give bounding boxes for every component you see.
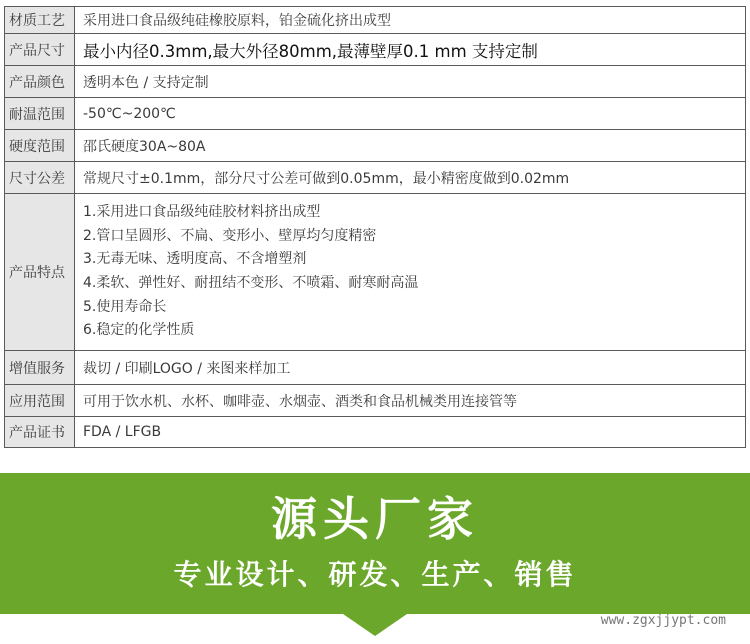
list-item: 5.使用寿命长 [83, 298, 167, 315]
feature-list [83, 197, 737, 347]
table-row [5, 66, 746, 98]
row-value: 裁切 / 印刷LOGO / 来图来样加工 [75, 351, 746, 385]
table-row [5, 7, 746, 34]
row-value: 透明本色 / 支持定制 [75, 66, 746, 98]
row-value: FDA / LFGB [75, 417, 746, 448]
row-label: 增值服务 [5, 351, 75, 385]
row-value: 可用于饮水机、水杯、咖啡壶、水烟壶、酒类和食品机械类用连接管等 [75, 385, 746, 417]
table-row [5, 130, 746, 162]
table-row [5, 34, 746, 66]
banner-arrow [343, 614, 407, 636]
table-row [5, 162, 746, 194]
row-value: 邵氏硬度30A~80A [75, 130, 746, 162]
row-label: 产品颜色 [5, 66, 75, 98]
table-row [5, 98, 746, 130]
spec-table [4, 6, 746, 448]
row-label: 产品证书 [5, 417, 75, 448]
table-row [5, 351, 746, 385]
row-label: 产品尺寸 [5, 34, 75, 66]
banner-title: 源头厂家 [271, 492, 479, 546]
row-value [75, 194, 746, 351]
table-row [5, 417, 746, 448]
row-value: 采用进口食品级纯硅橡胶原料，铂金硫化挤出成型 [75, 7, 746, 34]
watermark: www.zgxjjypt.com [600, 613, 726, 628]
list-item: 6.稳定的化学性质 [83, 322, 195, 339]
list-item: 2.管口呈圆形、不扁、变形小、壁厚均匀度精密 [83, 227, 377, 244]
row-label: 材质工艺 [5, 7, 75, 34]
list-item: 3.无毒无味、透明度高、不含增塑剂 [83, 251, 307, 268]
list-item: 1.采用进口食品级纯硅胶材料挤出成型 [83, 204, 321, 221]
row-label: 应用范围 [5, 385, 75, 417]
row-label: 硬度范围 [5, 130, 75, 162]
row-value: 常规尺寸±0.1mm，部分尺寸公差可做到0.05mm，最小精密度做到0.02mm [75, 162, 746, 194]
row-value: -50℃~200℃ [75, 98, 746, 130]
row-label: 耐温范围 [5, 98, 75, 130]
banner-subtitle: 专业设计、研发、生产、销售 [173, 558, 577, 591]
list-item: 4.柔软、弹性好、耐扭结不变形、不喷霜、耐寒耐高温 [83, 275, 419, 291]
table-row [5, 385, 746, 417]
row-value: 最小内径0.3mm,最大外径80mm,最薄壁厚0.1 mm 支持定制 [75, 34, 746, 66]
row-label: 产品特点 [5, 194, 75, 351]
table-row [5, 194, 746, 351]
row-label: 尺寸公差 [5, 162, 75, 194]
